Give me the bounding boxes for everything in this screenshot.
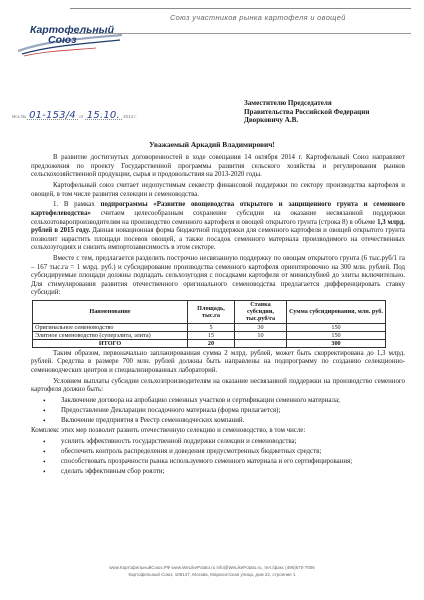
list-item: • усилить эффективность государственной поддержки селекции и семеноводства; [31,438,405,447]
letterhead-top-rule [70,8,411,9]
reference-year: 2014 г. [123,114,137,119]
conditions-list [31,397,405,426]
table-cell: 5 [188,323,235,331]
paragraph: Таким образом, первоначально запланированная сумма 2 млрд. рублей, может быть скорректирована до 1,3 млрд. рублей. Средства в размере 700 млн. рублей должны быть направлены на подпрограмму по созданию селекционно-семеноводческих центров и специализированных лабораторий. [31,349,405,374]
table-total-row [33,339,386,347]
table-header-row [33,301,386,323]
paragraph: Условием выплаты субсидии сельхозпроизводителям на оказание несвязанной поддержки на производство семенного картофеля должно быть: [31,377,405,394]
table-cell: 20 [188,339,235,347]
table-row [33,323,386,331]
reference-from-label: от [79,114,84,119]
logo-line-2: Союз [48,34,77,46]
table-cell: Оригинальное семеноводство [33,323,188,331]
salutation: Уважаемый Аркадий Владимирович! [149,140,275,149]
table-header: Ставка субсидии, тыс.руб/га [235,301,287,323]
logo-line-1: Картофельный [30,24,115,36]
table-row [33,331,386,339]
letterhead-footer [0,564,424,578]
list-item: • способствовать прозрачности рынка используемого семенного материала и его сертифицирования; [31,458,405,467]
table-cell: 15 [188,331,235,339]
footer-address: Картофельный Союз, 109147, Москва, Марксистская улица, дом 22, строение 1 [128,572,296,577]
paragraph: Вместе с тем, предлагается разделить построчно несвязанную поддержку по овощам открытого грунта (6 тыс.руб/1 га – 167 тыс.га = 1 млрд. руб.) и субсидирование производства семенного картофеля ориентировочно на 300 млн. рублей. Под субсидируемые площади должны подпадать сельхозугодия с посадками картофеля от миниклубней до элиты включительно. Для стимулирования развития отечественного оригинального семеноводства предлагается дифференцировать ставку субсидий: [31,255,405,297]
table-header: Площадь, тыс.га [188,301,235,323]
addressee-line: Заместителю Председателя [244,99,332,107]
table-cell: 300 [287,339,386,347]
table-cell: ИТОГО [33,339,188,347]
letter-body [31,154,405,478]
table-header: Наименование [33,301,188,323]
reference-prefix: Исх.№ [12,114,26,119]
addressee-line: Правительства Российской Федерации [244,107,370,116]
letterhead-union-text: Союз участников рынка картофеля и овощей [170,13,346,22]
list-item: • Предоставление Декларации посадочного материала (форма прилагается); [31,407,405,416]
list-item: • Включение предприятия в Реестр семеноводческих компаний. [31,417,405,426]
subsidy-table [32,300,386,348]
table-cell: 30 [235,323,287,331]
table-cell [235,339,287,347]
table-cell: 10 [235,331,287,339]
paragraph: В развитие достигнутых договоренностей в ходе совещания 14 октября 2014 г. Картофельный Союз направляет предложения по проекту Государственной программы развития сельского хозяйства и регулирования рынков сельскохозяйственной продукции, сырья и продовольствия на 2013-2020 годы. [31,154,405,179]
paragraph: Картофельный союз считает недопустимым секвестр финансовой поддержки по сектору производства картофеля и овощей, в том числе развития селекции и семеноводства. [31,181,405,198]
paragraph: Комплекс этих мер позволит развить отечественную селекцию и семеноводство, в том числе: [31,427,306,435]
table-header: Сумма субсидирования, млн. руб. [287,301,386,323]
addressee-block [244,99,369,125]
company-logo [16,25,126,57]
footer-contacts: www.КартофельныйСоюз.РФ www.WeLikePotato.ru info@WeLikePotato.ru, тел./факс (495)670-7006 [109,565,315,570]
logo-wordmark [30,25,114,45]
addressee-line: Дворковичу А.В. [244,116,299,125]
paragraph-numbered: 1. В рамках подпрограммы «Развитие овощеводства открытого и защищенного грунта и семенного картофелеводства» считаем целесообразным сохранение субсидии на оказание несвязанной поддержки сельхозтоваропроизводителям на производство семенного картофеля и овощей открытого грунта (строка 8) в объеме 1,3 млрд. рублей в 2015 году. Данная новационная форма бюджетной поддержки для семенного картофеля и овощей открытого грунта позволит нарастить площади посевов овощей, а также посадок семенного материала производимого на отечественных сельхозугодиях и снизить импортозависимость в этом секторе. [31,201,406,252]
reference-date: 15.10. [86,110,120,121]
outgoing-reference [12,110,137,121]
table-cell: 150 [287,331,386,339]
measures-list [31,438,405,477]
reference-number: 01-153/4 [29,110,76,121]
list-item: • сделать эффективным сбор роялти; [31,468,405,477]
list-item: • обеспечить контроль распределения и доведения предусмотренных бюджетных средств; [31,448,405,457]
list-item: • Заключение договора на апробацию семенных участков и сертификации семенного материала; [31,397,405,406]
table-cell: 150 [287,323,386,331]
table-cell: Элитное семеноводство (суперэлита, элита) [33,331,188,339]
